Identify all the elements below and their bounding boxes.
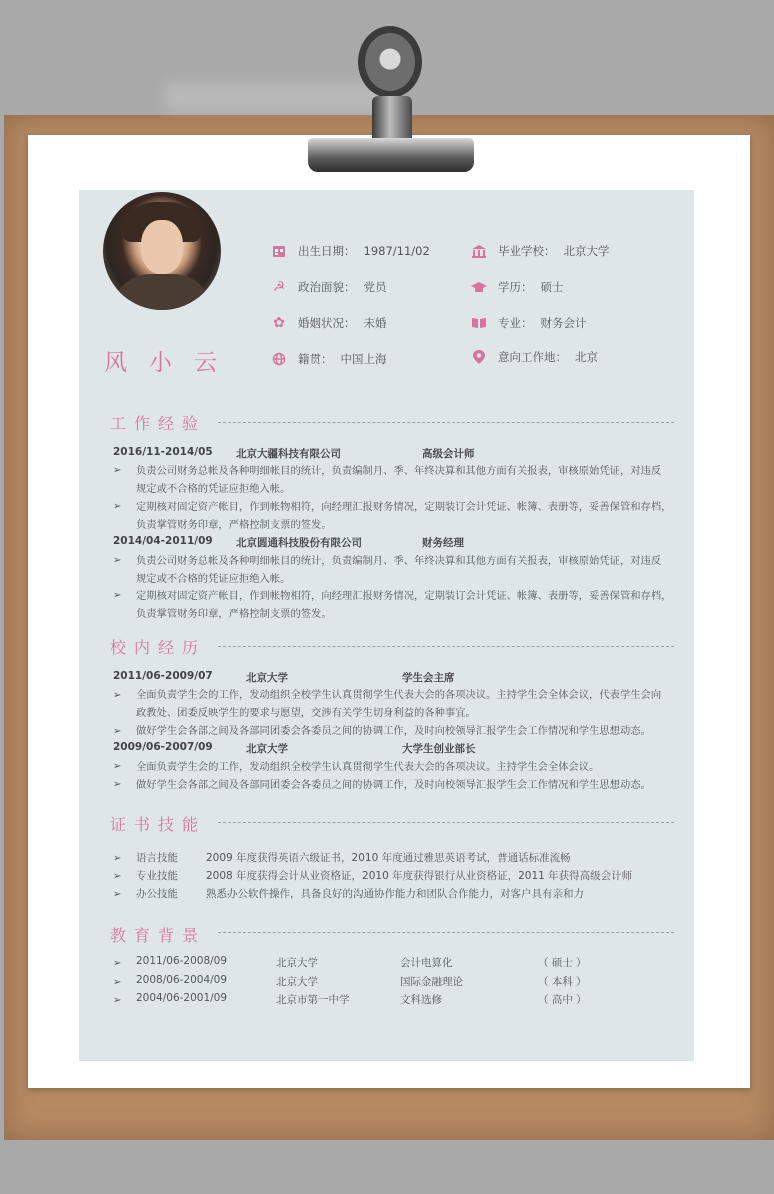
campus-period: 2009/06-2007/09 — [113, 741, 213, 753]
graduation-cap-icon — [470, 278, 488, 296]
section-divider — [218, 822, 674, 823]
section-divider — [218, 646, 674, 647]
work-desc: 规定或不合格的凭证应拒绝入帐。 — [136, 483, 291, 495]
info-degree: 学历： 硕士 — [470, 278, 564, 296]
edu-period: 2004/06-2001/09 — [136, 992, 228, 1004]
location-pin-icon — [470, 348, 488, 366]
cert-label: 语言技能 — [136, 852, 178, 864]
bullet-icon: ➢ — [113, 853, 122, 864]
bullet-icon: ➢ — [113, 690, 122, 701]
info-location: 意向工作地： 北京 — [470, 348, 598, 366]
work-company: 北京大疆科技有限公司 — [236, 448, 341, 460]
edu-degree: （ 硕士 ） — [538, 957, 587, 969]
bullet-icon: ➢ — [113, 465, 122, 476]
info-birth: 出生日期： 1987/11/02 — [270, 242, 430, 260]
edu-degree: （ 高中 ） — [538, 994, 587, 1006]
edu-major: 会计电算化 — [400, 957, 453, 969]
campus-period: 2011/06-2009/07 — [113, 670, 213, 682]
flower-icon: ✿ — [273, 315, 285, 331]
edu-major: 文科选修 — [400, 994, 442, 1006]
bullet-icon: ➢ — [113, 779, 122, 790]
campus-desc: 政教处、团委反映学生的要求与愿望，交涉有关学生切身利益的各种事宜。 — [136, 707, 476, 719]
campus-org: 北京大学 — [246, 672, 288, 684]
binder-clip-ring — [358, 26, 422, 98]
info-hometown: 籍贯： 中国上海 — [270, 350, 387, 368]
section-title-certs: 证书技能 — [110, 815, 207, 834]
globe-icon — [270, 350, 288, 368]
section-divider — [218, 932, 674, 933]
work-period: 2016/11-2014/05 — [113, 446, 213, 458]
clip-shadow — [165, 82, 395, 112]
edu-school: 北京市第一中学 — [276, 994, 350, 1006]
party-emblem-icon: ☭ — [272, 279, 286, 295]
bullet-icon: ➢ — [113, 726, 122, 737]
cert-label: 办公技能 — [136, 888, 178, 900]
cert-text: 2009 年度获得英语六级证书，2010 年度通过雅思英语考试，普通话标准流畅 — [206, 852, 571, 864]
binder-clip-neck — [372, 96, 412, 144]
campus-role: 大学生创业部长 — [402, 743, 476, 755]
work-desc: 负责掌管财务印章，严格控制支票的签发。 — [136, 608, 332, 620]
bullet-icon: ➢ — [113, 555, 122, 566]
book-icon — [470, 314, 488, 332]
bullet-icon: ➢ — [113, 761, 122, 772]
section-title-edu: 教育背景 — [110, 926, 207, 945]
campus-desc: 做好学生会各部之间及各部同团委会各委员之间的协调工作，及时向校领导汇报学生会工作情况和学生思想动态。 — [136, 725, 651, 737]
edu-period: 2011/06-2008/09 — [136, 955, 228, 967]
info-major: 专业： 财务会计 — [470, 314, 587, 332]
work-company: 北京圆通科技股份有限公司 — [236, 537, 362, 549]
work-desc: 定期核对固定资产帐目，作到帐物相符，向经理汇报财务情况，定期装订会计凭证、帐簿、表册等，妥善保管和存档， — [136, 590, 672, 602]
work-role: 财务经理 — [422, 537, 464, 549]
work-desc: 负责掌管财务印章，严格控制支票的签发。 — [136, 519, 332, 531]
campus-desc: 做好学生会各部之间及各部同团委会各委员之间的协调工作，及时向校领导汇报学生会工作情况和学生思想动态。 — [136, 779, 651, 791]
bullet-icon: ➢ — [113, 501, 122, 512]
campus-role: 学生会主席 — [402, 672, 455, 684]
info-marriage: ✿ 婚姻状况： 未婚 — [270, 314, 387, 332]
cert-label: 专业技能 — [136, 870, 178, 882]
work-desc: 规定或不合格的凭证应拒绝入帐。 — [136, 573, 291, 585]
bullet-icon: ➢ — [113, 871, 122, 882]
bullet-icon: ➢ — [113, 995, 122, 1006]
section-title-work: 工作经验 — [110, 414, 207, 433]
calendar-icon — [270, 242, 288, 260]
campus-desc: 全面负责学生会的工作，发动组织全校学生认真贯彻学生代表大会的各项决议。主持学生会全体会议，代表学生会向 — [136, 689, 662, 701]
work-role: 高级会计师 — [422, 448, 475, 460]
work-period: 2014/04-2011/09 — [113, 535, 213, 547]
bullet-icon: ➢ — [113, 590, 122, 601]
cert-text: 熟悉办公软件操作，具备良好的沟通协作能力和团队合作能力，对客户具有亲和力 — [206, 888, 584, 900]
edu-degree: （ 本科 ） — [538, 976, 587, 988]
binder-clip-base — [308, 138, 474, 172]
work-desc: 定期核对固定资产帐目，作到帐物相符，向经理汇报财务情况，定期装订会计凭证、帐簿、表册等，妥善保管和存档， — [136, 501, 672, 513]
candidate-name: 风小云 — [104, 350, 239, 376]
edu-school: 北京大学 — [276, 976, 318, 988]
bullet-icon: ➢ — [113, 889, 122, 900]
work-desc: 负责公司财务总帐及各种明细帐目的统计，负责编制月、季、年终决算和其他方面有关报表，审核原始凭证，对违反 — [136, 555, 662, 567]
campus-desc: 全面负责学生会的工作，发动组织全校学生认真贯彻学生代表大会的各项决议。主持学生会全体会议。 — [136, 761, 600, 773]
work-desc: 负责公司财务总帐及各种明细帐目的统计，负责编制月、季、年终决算和其他方面有关报表，审核原始凭证，对违反 — [136, 465, 662, 477]
edu-period: 2008/06-2004/09 — [136, 974, 228, 986]
edu-major: 国际金融理论 — [400, 976, 463, 988]
edu-school: 北京大学 — [276, 957, 318, 969]
campus-org: 北京大学 — [246, 743, 288, 755]
bullet-icon: ➢ — [113, 958, 122, 969]
avatar — [103, 192, 221, 310]
section-divider — [218, 422, 674, 423]
info-politics: ☭ 政治面貌： 党员 — [270, 278, 387, 296]
info-school: 毕业学校： 北京大学 — [470, 242, 610, 260]
cert-text: 2008 年度获得会计从业资格证，2010 年度获得银行从业资格证，2011 年获得高级会计师 — [206, 870, 633, 882]
section-title-campus: 校内经历 — [110, 638, 207, 657]
bullet-icon: ➢ — [113, 977, 122, 988]
school-building-icon — [470, 242, 488, 260]
